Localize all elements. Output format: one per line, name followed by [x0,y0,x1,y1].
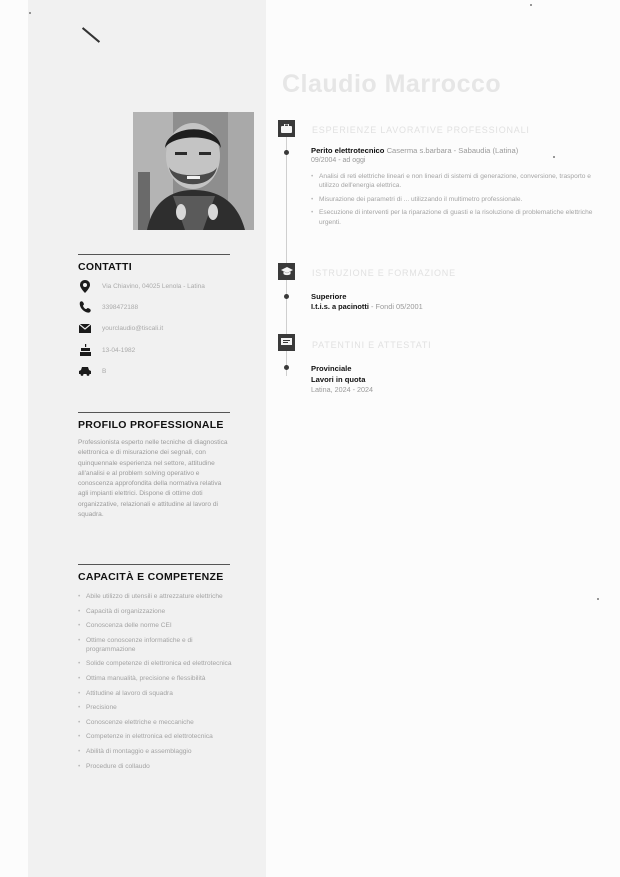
scan-speck [29,12,31,14]
education-entry [311,292,423,312]
section-divider [78,564,230,565]
list-item: • Capacità di organizzazione [78,607,238,616]
contact-email-text: yourclaudio@tiscali.it [102,324,164,332]
list-item: • Attitudine al lavoro di squadra [78,689,238,698]
list-item: • Precisione [78,703,238,712]
timeline-dot [284,150,289,155]
contact-birthdate [78,343,135,357]
education-school: I.t.i.s. a pacinotti [311,302,369,311]
location-pin-icon [78,279,92,293]
section-divider [78,412,230,413]
education-details: - Fondi 05/2001 [370,302,423,311]
email-icon [78,321,92,335]
list-item: • Conoscenze elettriche e meccaniche [78,718,238,727]
license-name: Lavori in quota [311,375,366,384]
job-employer: Caserma s.barbara - Sabaudia (Latina) [386,146,519,155]
contact-address [78,279,205,293]
profile-photo [133,112,254,230]
license-entry [311,363,373,395]
profile-section [78,412,230,431]
job-entry [311,146,601,231]
skills-title: CAPACITÀ E COMPETENZE [78,571,224,583]
skills-list [78,592,238,776]
list-item: • Analisi di reti elettriche lineari e non lineari di sistemi di generazione, conversione, trasporto e utilizzo dell'energia elettrica. [311,172,601,191]
education-degree: Superiore [311,292,347,301]
contact-birthdate-text: 13-04-1982 [102,346,136,354]
job-bullets [311,172,601,227]
contact-email [78,321,163,335]
briefcase-icon [278,120,295,137]
list-item: • Competenze in elettronica ed elettrotecnica [78,732,238,741]
education-school-line [311,302,423,312]
scan-speck [553,156,555,158]
list-item: • Procedure di collaudo [78,762,238,771]
contact-phone-text: 3398472188 [102,303,139,311]
contact-license [78,364,106,378]
list-item: • Solide competenze di elettronica ed elettrotecnica [78,659,238,668]
phone-icon [78,300,92,314]
list-item: • Ottime conoscenze informatiche e di programmazione [78,636,238,654]
timeline-dot [284,365,289,370]
skills-section [78,564,230,583]
profile-text: Professionista esperto nelle tecniche di diagnostica elettronica e di misurazione dei segnali, con quinquennale esperienza nel settore, attitudine all'analisi e al problem solving operativo e conoscenza approfondita della normativa relativa agli impianti elettrici. Dispone di ottime doti organizzative, relazionali e attitudine al lavoro di squadra. [78,439,228,519]
job-heading [311,146,601,156]
person-photo-icon [133,112,254,230]
birthday-cake-icon [78,343,92,357]
timeline-dot [284,294,289,299]
list-item: • Ottima manualità, precisione e flessibilità [78,674,238,683]
certificate-icon [278,334,295,351]
profile-title: PROFILO PROFESSIONALE [78,419,224,431]
job-dates: 09/2004 - ad oggi [311,157,366,164]
contact-license-text: B [102,367,107,375]
section-divider [78,254,230,255]
graduation-cap-icon [278,263,295,280]
list-item: • Abile utilizzo di utensili e attrezzature elettriche [78,592,238,601]
contacts-section [78,254,230,273]
list-item: • Misurazione dei parametri di ... utilizzando il multimetro professionale. [311,195,601,204]
list-item: • Abilità di montaggio e assemblaggio [78,747,238,756]
scan-speck [530,4,532,6]
candidate-name: Claudio Marrocco [282,70,502,98]
job-title: Perito elettrotecnico [311,146,385,155]
experience-title: ESPERIENZE LAVORATIVE PROFESSIONALI [312,125,530,135]
contact-phone [78,300,138,314]
list-item: • Esecuzione di interventi per la riparazione di guasti e la risoluzione di problematiche elettriche urgenti. [311,208,601,227]
license-dates: Latina, 2024 - 2024 [311,385,373,394]
car-icon [78,364,92,378]
scan-speck [597,598,599,600]
contact-address-text: Via Chiavino, 04025 Lenola - Latina [102,282,205,290]
licenses-title: PATENTINI E ATTESTATI [312,340,432,350]
contacts-title: CONTATTI [78,261,132,273]
education-title: ISTRUZIONE E FORMAZIONE [312,268,456,278]
license-type: Provinciale [311,364,352,373]
list-item: • Conoscenza delle norme CEI [78,621,238,630]
